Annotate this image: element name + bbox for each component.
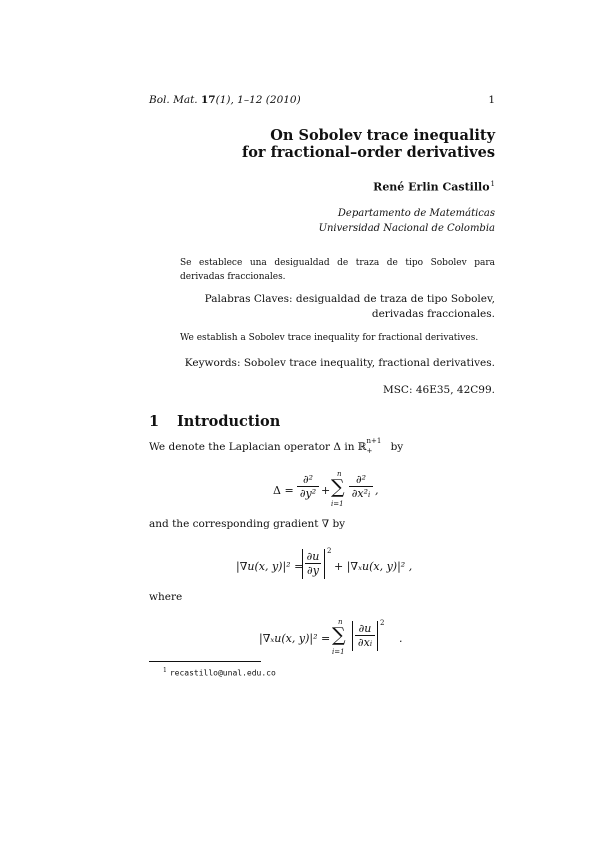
keywords-spanish-line-1: Palabras Claves: desigualdad de traza de tipo Sobolev, [204,293,495,305]
paper-title [242,127,495,161]
msc-classification: MSC: 46E35, 42C99. [382,384,495,396]
equation-gradient: |∇u(x, y)|² = $\frac{\partial u}{\partial y}$ 2 + |∇ₓu(x, y)|² , [236,547,413,577]
footnote-mark: 1 [163,667,167,674]
paragraph-gradient: and the corresponding gradient ∇ by [149,518,346,530]
paragraph-laplacian: We denote the Laplacian operator Δ in ℝ n+1 + by [149,437,404,455]
title-line-1: On Sobolev trace inequality [270,127,495,144]
section-number: 1 [149,413,160,430]
footnote-rule [149,661,261,662]
equation-laplacian: Δ = ∂² ∂y² + n ∑ i=1 ∂² ∂x²i , [273,470,379,508]
section-heading [149,413,280,430]
section-title: Introduction [177,413,281,430]
keywords-spanish [205,292,495,322]
title-line-2: for fractional–order derivatives [242,144,495,161]
abstract-english: We establish a Sobolev trace inequality for fractional derivatives. [180,333,479,343]
paragraph-where: where [149,591,183,603]
equation-partial-gradient: |∇ₓu(x, y)|² = n ∑ i=1 $\frac{\partial u}{\partial xi}$ 2 . [259,618,403,656]
affiliation [319,206,495,236]
abstract-spanish: Se establece una desigualdad de traza de tipo Sobolev para derivadas fraccionales. [180,258,495,282]
footnote-email[interactable]: recastillo@unal.edu.co [169,668,276,678]
affiliation-line-2: Universidad Nacional de Colombia [318,223,495,234]
author-footnote-mark: 1 [490,180,495,188]
page-number: 1 [488,94,495,106]
affiliation-line-1: Departamento de Matemáticas [337,208,495,219]
footnote [163,667,276,678]
keywords-english: Keywords: Sobolev trace inequality, fractional derivatives. [184,357,495,369]
author [373,180,495,194]
author-name: René Erlin Castillo [373,180,490,194]
journal-citation: Bol. Mat. 17(1), 1–12 (2010) [149,94,301,106]
real-space-symbol: ℝ [357,441,367,453]
keywords-spanish-line-2: derivadas fraccionales. [371,308,495,320]
